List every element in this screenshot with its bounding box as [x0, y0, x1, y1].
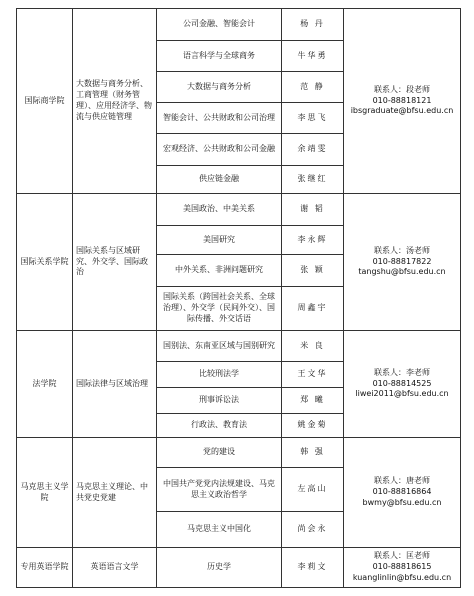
major-cell: 国际关系与区域研究、外交学、国际政治	[73, 194, 157, 331]
contact-person: 联系人：汤老师	[374, 245, 430, 255]
direction-cell: 美国研究	[157, 226, 282, 255]
contact-phone: 010-88817822	[372, 256, 432, 266]
contact-cell	[344, 438, 461, 548]
college-cell: 法学院	[17, 331, 73, 438]
college-cell: 专用英语学院	[17, 548, 73, 588]
contact-person: 联系人：段老师	[374, 84, 430, 94]
direction-cell: 宏观经济、公共财政和公司金融	[157, 134, 282, 166]
supervisor-cell: 姚金菊	[282, 414, 344, 438]
contact-cell	[344, 331, 461, 438]
direction-cell: 中国共产党党内法规建设、马克思主义政治哲学	[157, 468, 282, 512]
contact-email[interactable]: kuanglinlin@bfsu.edu.cn	[352, 572, 452, 582]
table-row	[17, 9, 461, 41]
supervisor-cell: 李思飞	[282, 103, 344, 134]
supervisor-cell: 谢 韬	[282, 194, 344, 226]
direction-cell: 供应链金融	[157, 166, 282, 194]
contact-email[interactable]: liwei2011@bfsu.edu.cn	[355, 389, 449, 399]
direction-cell: 党的建设	[157, 438, 282, 468]
major-cell: 英语语言文学	[73, 548, 157, 588]
direction-cell: 历史学	[157, 548, 282, 588]
supervisor-cell: 范 静	[282, 72, 344, 103]
direction-cell: 公司金融、智能会计	[157, 9, 282, 41]
supervisor-cell: 杨 丹	[282, 9, 344, 41]
direction-cell: 美国政治、中美关系	[157, 194, 282, 226]
supervisor-cell: 郑 曦	[282, 388, 344, 414]
supervisor-cell: 周鑫宇	[282, 287, 344, 331]
direction-cell: 国际关系（跨国社会关系、全球治理）、外交学（民间外交）、国际传播、外交话语	[157, 287, 282, 331]
direction-cell: 智能会计、公共财政和公司治理	[157, 103, 282, 134]
supervisor-cell: 牛华勇	[282, 41, 344, 72]
direction-cell: 中外关系、非洲问题研究	[157, 255, 282, 287]
major-cell: 大数据与商务分析、工商管理（财务管理）、应用经济学、物流与供应链管理	[73, 9, 157, 194]
contact-phone: 010-88818615	[372, 562, 432, 572]
college-cell: 国际关系学院	[17, 194, 73, 331]
supervisor-cell: 张继红	[282, 166, 344, 194]
direction-cell: 马克思主义中国化	[157, 512, 282, 548]
supervisor-cell: 李永辉	[282, 226, 344, 255]
contact-email[interactable]: ibsgraduate@bfsu.edu.cn	[350, 106, 454, 116]
contact-phone: 010-88814525	[372, 378, 432, 388]
supervisor-cell: 李莉文	[282, 548, 344, 588]
direction-cell: 国别法、东南亚区域与国别研究	[157, 331, 282, 362]
supervisor-cell: 尚会永	[282, 512, 344, 548]
table-row	[17, 331, 461, 362]
contact-phone: 010-88818121	[372, 95, 432, 105]
contact-person: 联系人：李老师	[374, 367, 430, 377]
direction-cell: 行政法、教育法	[157, 414, 282, 438]
table-row	[17, 548, 461, 588]
supervisor-cell: 余靖雯	[282, 134, 344, 166]
direction-cell: 语言科学与全球商务	[157, 41, 282, 72]
supervisor-cell: 左高山	[282, 468, 344, 512]
supervisor-cell: 韩 强	[282, 438, 344, 468]
college-cell: 国际商学院	[17, 9, 73, 194]
college-cell: 马克思主义学院	[17, 438, 73, 548]
contact-cell	[344, 9, 461, 194]
table-row	[17, 438, 461, 468]
major-cell: 国际法律与区域治理	[73, 331, 157, 438]
supervisor-cell: 张 颖	[282, 255, 344, 287]
contact-cell	[344, 194, 461, 331]
contact-cell	[344, 548, 461, 588]
contact-email[interactable]: bwmy@bfsu.edu.cn	[362, 497, 442, 507]
contact-person: 联系人：匡老师	[374, 551, 430, 561]
contact-email[interactable]: tangshu@bfsu.edu.cn	[358, 267, 446, 277]
supervisor-table	[16, 8, 461, 588]
direction-cell: 刑事诉讼法	[157, 388, 282, 414]
supervisor-cell: 王文华	[282, 362, 344, 388]
direction-cell: 比较刑法学	[157, 362, 282, 388]
supervisor-cell: 米 良	[282, 331, 344, 362]
major-cell: 马克思主义理论、中共党史党建	[73, 438, 157, 548]
contact-phone: 010-88816864	[372, 487, 432, 497]
table-row	[17, 194, 461, 226]
direction-cell: 大数据与商务分析	[157, 72, 282, 103]
contact-person: 联系人：唐老师	[374, 476, 430, 486]
